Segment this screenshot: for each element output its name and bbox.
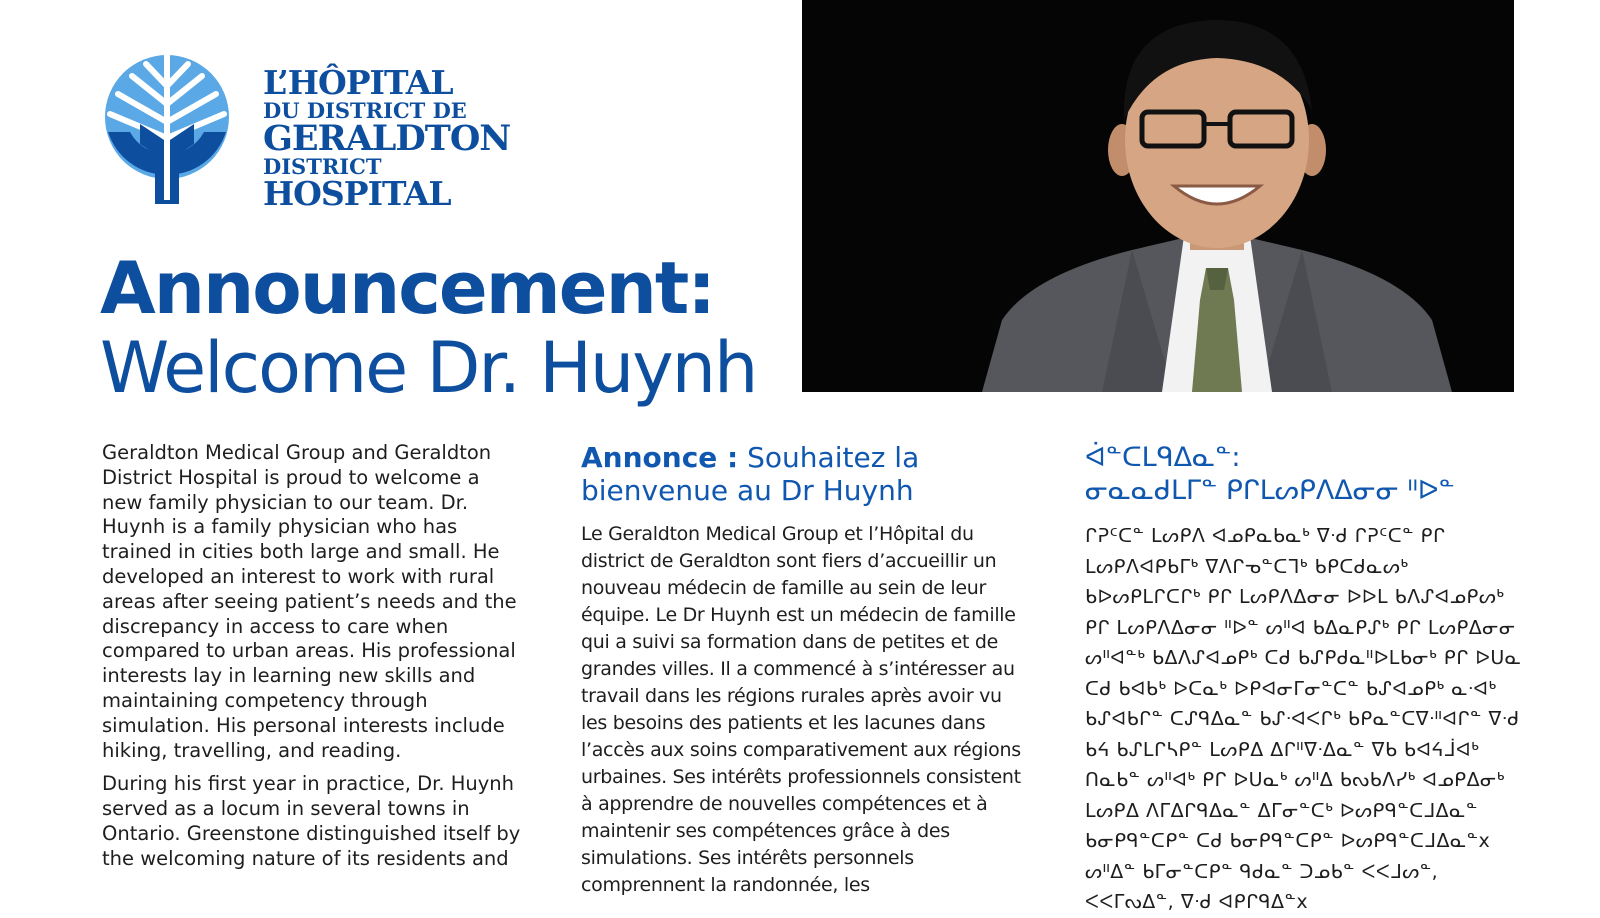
hospital-name-line3: GERALDTON (263, 118, 511, 159)
announcement-subtitle: Welcome Dr. Huynh (100, 327, 757, 409)
french-heading (581, 441, 1031, 507)
hospital-name (263, 63, 511, 213)
hospital-logo-icon (100, 50, 234, 210)
announcement-heading (100, 248, 756, 408)
syllabics-heading-line1: ᐋᓐᑕᒪᑫᐃᓇᓐ: (1085, 442, 1241, 473)
doctor-portrait-photo (802, 0, 1514, 392)
syllabics-heading (1085, 441, 1525, 507)
english-column (102, 441, 522, 881)
hospital-name-line5: HOSPITAL (263, 174, 451, 213)
syllabics-heading-line2: ᓂᓇᓇᑯᒪᒥᓐ ᑭᒋᒪᔕᑭᐱᐃᓂᓂ ᐦᐅᓐ (1085, 475, 1455, 506)
english-paragraph-2: During his first year in practice, Dr. Huynh served as a locum in several towns in Ontario. Greenstone distinguished itself by the welcoming nature of its residents and (102, 772, 521, 870)
hospital-name-line2: DU DISTRICT DE (263, 98, 467, 123)
syllabics-column (1085, 441, 1525, 918)
french-heading-bold: Annonce : (581, 441, 739, 474)
syllabics-body: ᒋᕈᑦᑕᓐ ᒪᔕᑭᐱ ᐊᓄᑭᓇᑲᓇᒃ ᐁᐧᑯ ᒋᕈᑦᑕᓐ ᑭᒋ ᒪᔕᑭᐱᐊᑭᑲᒥᒃ ᐁᐱᒋᓀᓐᑕᒣᒃ ᑲᑭᑕᑯᓇᔕᒃ ᑲᐅᔕᑭᒪᒋᑕᒋᒃ ᑭᒋ ᒪᔕᑭᐱᐃᓂᓂ ᐅᐅᒪ ᑲᐱᔑᐊᓄᑭᔕᒃ ᑭᒋ ᒪᔕᑭᐱᐃᓂᓂ ᐦᐅᓐ ᔕᐦᐊ ᑲᐃᓇᑭᔑᒃ ᑭᒋ ᒪᔕᑭᐃᓂᓂ ᔕᐦᐊᓐᒃ ᑲᐃᐱᔑᐊᓄᑭᒃ ᑕᑯ ᑲᔑᑭᑯᓇᐦᐅᒪᑲᓂᒃ ᑭᒋ ᐅᑌᓇ ᑕᑯ ᑲᐊᑲᒃ ᐅᑕᓇᒃ ᐅᑭᐊᓂᒥᓂᓐᑕᓐ ᑲᔑᐊᓄᑭᒃ ᓇᐧᐊᒃ ᑲᔑᐊᑲᒋᓐ ᑕᔑᑫᐃᓇᓐ ᑲᔑᐧᐊᐸᒋᒃ ᑲᑭᓇᓐᑕᐁᐧᐦᐊᒋᓐ ᐁᐧᑯ ᑲᔦ ᑲᔑᒪᒋᓴᑭᓐ ᒪᔕᑭᐃ ᐃᒋᐦᐁᐧᐃᓇᓐ ᐁᑲ ᑲᐊᔦᒨᐊᒃ ᑎᓇᑲᓐ ᔕᐦᐊᒃ ᑭᒋ ᐅᑌᓇᒃ ᔕᐦᐃ ᑲᔓᑲᐱᓯᒃ ᐊᓄᑭᐃᓂᒃ ᒪᔕᑭᐃ ᐱᒥᐃᒋᑫᐃᓇᓐ ᐃᒥᓂᓐᑕᒃ ᐅᔕᑭᑫᓐᑕᒧᐃᓇᓐ ᑲᓂᑭᑫᓐᑕᑭᓐ ᑕᑯ ᑲᓂᑭᑫᓐᑕᑭᓐ ᐅᔕᑭᑫᓐᑕᒧᐃᓇᓐx ᔕᐦᐃᓐ ᑲᒥᓂᓐᑕᑭᓐ ᑫᑯᓇᓐ ᑐᓄᑲᓐ ᐸᐸᒧᔕᓐ, ᐸᐸᒥᔓᐃᓐ, ᐁᐧᑯ ᐊᑭᒋᑫᐃᓐx (1085, 525, 1522, 913)
english-paragraph-1: Geraldton Medical Group and Geraldton District Hospital is proud to welcome a new family physician to our team. Dr. Huynh is a family physician who has trained in cities both large and small. He developed an interest to work with rural areas after seeing patient’s needs and the discrepancy in access to care when compared to urban areas. His professional interests lay in learning new skills and maintaining competency through simulation. His personal interests include hiking, travelling, and reading. (102, 441, 517, 762)
french-column (581, 441, 1031, 899)
french-heading-rest: Souhaitez la bienvenue au Dr Huynh (581, 441, 920, 507)
announcement-title: Announcement: (100, 246, 715, 330)
french-body: Le Geraldton Medical Group et l’Hôpital du district de Geraldton sont fiers d’accueillir un nouveau médecin de famille au sein de leur équipe. Le Dr Huynh est un médecin de famille qui a suivi sa formation dans de petites et de grandes villes. Il a commencé à s’intéresser au travail dans les régions rurales après avoir vu les besoins des patients et les lacunes dans l’accès aux soins comparativement aux régions urbaines. Ses intérêts professionnels consistent à apprendre de nouvelles compétences et à maintenir ses compétences grâce à des simulations. Ses intérêts personnels comprennent la randonnée, les (581, 523, 1021, 896)
hospital-name-line4: DISTRICT (263, 154, 382, 179)
hospital-name-line1: L’HÔPITAL (263, 63, 453, 102)
